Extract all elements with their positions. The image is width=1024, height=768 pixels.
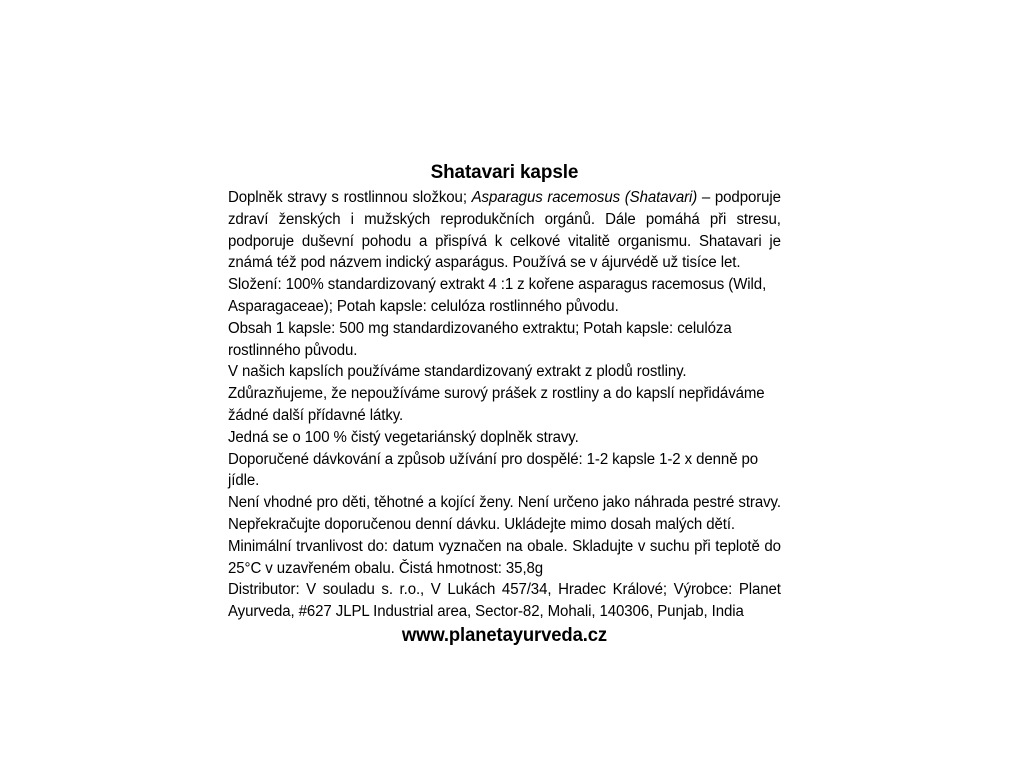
dosage-text: Doporučené dávkování a způsob užívání pro dospělé: 1-2 kapsle 1-2 x denně po jídle. (228, 450, 759, 490)
website-link[interactable]: www.planetayurveda.cz (401, 624, 608, 646)
capsule-content-text: Obsah 1 kapsle: 500 mg standardizovaného extraktu; Potah kapsle: celulóza rostlinného původu. (228, 319, 732, 359)
latin-name: Asparagus racemosus (Shatavari) (471, 189, 698, 206)
intro-prefix: Doplněk stravy s rostlinnou složkou; (228, 189, 472, 206)
extract-note-text: V našich kapslích používáme standardizovaný extrakt z plodů rostliny. Zdůrazňujeme, že nepoužíváme surový prášek z rostliny a do kapslí nepřidáváme žádné další přídavné látky. (228, 363, 765, 424)
product-label (228, 157, 781, 649)
vegetarian-text: Jedná se o 100 % čistý vegetariánský doplněk stravy. (228, 428, 579, 446)
product-title: Shatavari kapsle (430, 161, 579, 183)
composition-text: Složení: 100% standardizovaný extrakt 4 :1 z kořene asparagus racemosus (Wild, Asparagaceae); Potah kapsle: celulóza rostlinného původu. (228, 276, 767, 315)
intro-paragraph (228, 187, 781, 274)
warning-text: Není vhodné pro děti, těhotné a kojící ženy. Není určeno jako náhrada pestré stravy. Nepřekračujte doporučenou denní dávku. Ukládejte mimo dosah malých dětí. (228, 494, 781, 533)
shelf-life-text: Minimální trvanlivost do: datum vyznačen na obale. Skladujte v suchu při teplotě do 25°C v uzavřeném obalu. Čistá hmotnost: 35,8g (228, 537, 781, 577)
distributor-text: Distributor: V souladu s. r.o., V Lukách 457/34, Hradec Králové; Výrobce: Planet Ayurveda, #627 JLPL Industrial area, Sector-82, Mohali, 140306, Punjab, India (228, 581, 781, 621)
intro-rest: – podporuje zdraví ženských i mužských reprodukčních orgánů. Dále pomáhá při stresu, podporuje duševní pohodu a přispívá k celkové vitalitě organismu. Shatavari je známá též pod názvem indický asparágus. Používá se v ájurvédě už tisíce let. (228, 189, 781, 272)
